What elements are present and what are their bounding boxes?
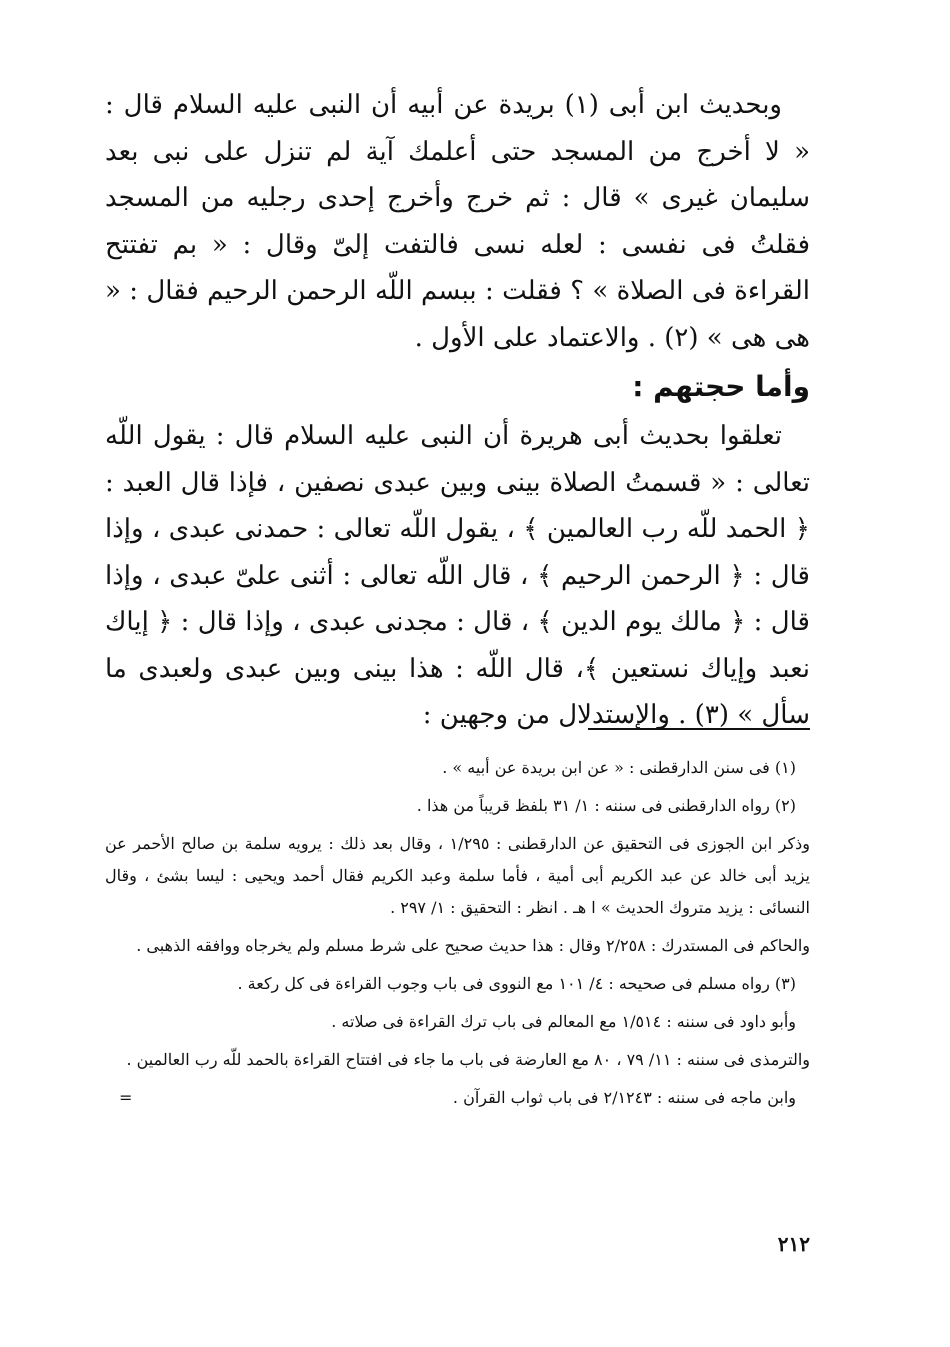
- footnote-2-continuation-1: وذكر ابن الجوزى فى التحقيق عن الدارقطنى : ١/٢٩٥ ، وقال بعد ذلك : يرويه سلمة بن صالح الأحمر عن يزيد أبى خالد عن عبد الكريم أبى أمية ، فأما سلمة وعبد الكريم فقال أحمد ويحيى : ليسا بشئ ، وقال النسائى : يزيد متروك الحديث » ا هـ . انظر : التحقيق : ١/ ٢٩٧ .: [105, 834, 811, 917]
- footnote-separator: [588, 728, 810, 730]
- footnote-continued-mark: =: [119, 1088, 133, 1107]
- section-heading: وأما حجتهم :: [632, 370, 810, 403]
- main-text: [105, 82, 810, 739]
- body-paragraph-1: وبحديث ابن أبى (١) بريدة عن أبيه أن النبى عليه السلام قال : « لا أخرج من المسجد حتى أعلمك آية لم تنزل على نبى بعد سليمان غيرى » قال : ثم خرج وأخرج إحدى رجليه من المسجد فقلتُ فى نفسى : لعله نسى فالتفت إلىّ وقال : « بم تفتتح القراءة فى الصلاة » ؟ فقلت : ببسم اللّه الرحمن الرحيم فقال : « هى هى » (٢) . والاعتماد على الأول .: [105, 90, 810, 353]
- footnote-2: (٢) رواه الدارقطنى فى سننه : ١/ ٣١ بلفظ قريباً من هذا .: [416, 796, 796, 815]
- footnote-3-continuation-2: والترمذى فى سننه : ١١/ ٧٩ ، ٨٠ مع العارضة فى باب ما جاء فى افتتاح القراءة بالحمد للّه رب العالمين .: [126, 1050, 810, 1069]
- page-number: ٢١٢: [777, 1232, 810, 1256]
- footnote-1: (١) فى سنن الدارقطنى : « عن ابن بريدة عن أبيه » .: [442, 758, 796, 777]
- footnotes: [105, 752, 810, 1120]
- footnote-2-continuation-2: والحاكم فى المستدرك : ٢/٢٥٨ وقال : هذا حديث صحيح على شرط مسلم ولم يخرجاه ووافقه الذهبى .: [136, 936, 810, 955]
- footnote-3-continuation-1: وأبو داود فى سننه : ١/٥١٤ مع المعالم فى باب ترك القراءة فى صلاته .: [331, 1012, 796, 1031]
- footnote-3-continuation-3: وابن ماجه فى سننه : ٢/١٢٤٣ فى باب ثواب القرآن .: [452, 1088, 796, 1107]
- body-paragraph-2: تعلقوا بحديث أبى هريرة أن النبى عليه السلام قال : يقول اللّه تعالى : « قسمتُ الصلاة بينى وبين عبدى نصفين ، فإذا قال العبد : ﴿ الحمد للّه رب العالمين ﴾ ، يقول اللّه تعالى : حمدنى عبدى ، وإذا قال : ﴿ الرحمن الرحيم ﴾ ، قال اللّه تعالى : أثنى علىّ عبدى ، وإذا قال : ﴿ مالك يوم الدين ﴾ ، قال : مجدنى عبدى ، وإذا قال : ﴿ إياك نعبد وإياك نستعين ﴾، قال اللّه : هذا بينى وبين عبدى ولعبدى ما سأل » (٣) . والإستدلال من وجهين :: [105, 421, 810, 730]
- footnote-3: (٣) رواه مسلم فى صحيحه : ٤/ ١٠١ مع النووى فى باب وجوب القراءة فى كل ركعة .: [237, 974, 796, 993]
